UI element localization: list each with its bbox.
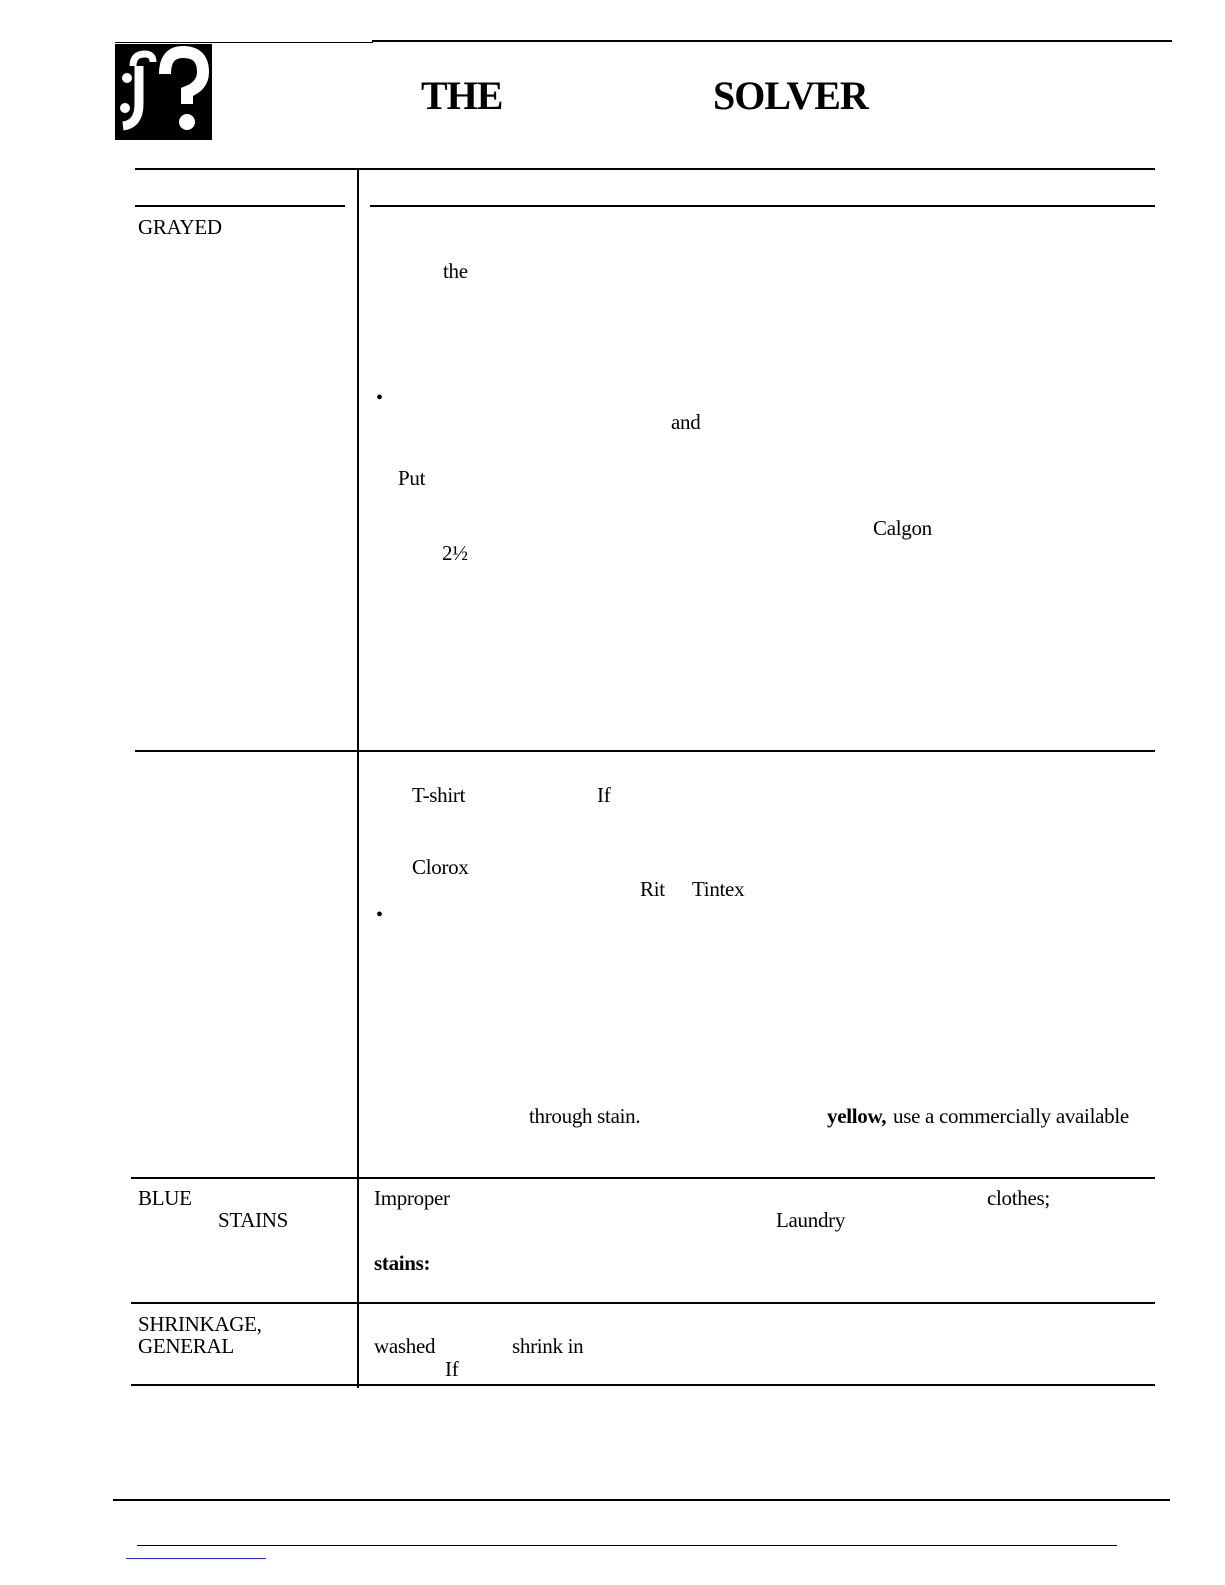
page-title-word-2: SOLVER (713, 73, 868, 118)
footer-link-underline (126, 1558, 266, 1559)
row2-fragment-if: If (597, 783, 611, 807)
table-header-rule-left (135, 205, 345, 207)
row2-fragment-rit: Rit (640, 877, 665, 901)
shrinkage-fragment-shrink: shrink in (512, 1334, 584, 1358)
footer-rule (113, 1499, 1170, 1501)
table-bottom-rule (131, 1384, 1155, 1386)
row2-fragment-tintex: Tintex (692, 877, 745, 901)
grayed-fragment-and: and (671, 410, 701, 434)
row-rule-3 (131, 1302, 1155, 1304)
header-top-rule (115, 42, 373, 43)
row2-fragment-commercial: use a commercially available (893, 1104, 1129, 1128)
grayed-fragment-put: Put (398, 466, 426, 490)
blue-fragment-laundry: Laundry (776, 1208, 846, 1232)
page-title-word-1: THE (421, 73, 503, 118)
blue-fragment-improper: Improper (374, 1186, 450, 1210)
row2-fragment-clorox: Clorox (412, 855, 469, 879)
shrinkage-fragment-if: If (445, 1357, 459, 1381)
blue-fragment-stains: stains: (374, 1251, 431, 1275)
question-mark-logo-icon (115, 44, 212, 140)
footer-thin-rule (137, 1545, 1117, 1546)
table-column-divider (357, 168, 359, 1388)
shrinkage-label-line2: GENERAL (138, 1334, 234, 1358)
row2-fragment-yellow: yellow, (827, 1104, 887, 1128)
blue-fragment-clothes: clothes; (987, 1186, 1050, 1210)
grayed-fragment-amount: 2½ (442, 541, 468, 565)
bullet-dot: • (376, 904, 384, 926)
row2-fragment-through-stain: through stain. (529, 1104, 641, 1128)
header-top-rule-right (372, 40, 1172, 42)
row-rule-1 (135, 750, 1155, 752)
grayed-fragment-calgon: Calgon (873, 516, 932, 540)
shrinkage-fragment-washed: washed (374, 1334, 436, 1358)
row2-fragment-tshirt: T-shirt (412, 783, 466, 807)
blue-label-line1: BLUE (138, 1186, 192, 1210)
bullet-dot: • (376, 387, 384, 409)
grayed-fragment-the: the (443, 259, 468, 283)
table-top-rule (135, 168, 1155, 170)
shrinkage-label-line1: SHRINKAGE, (138, 1312, 262, 1336)
table-header-rule-right (370, 205, 1155, 207)
grayed-label: GRAYED (138, 215, 222, 239)
row-rule-2 (131, 1177, 1155, 1179)
blue-label-line2: STAINS (218, 1208, 289, 1232)
